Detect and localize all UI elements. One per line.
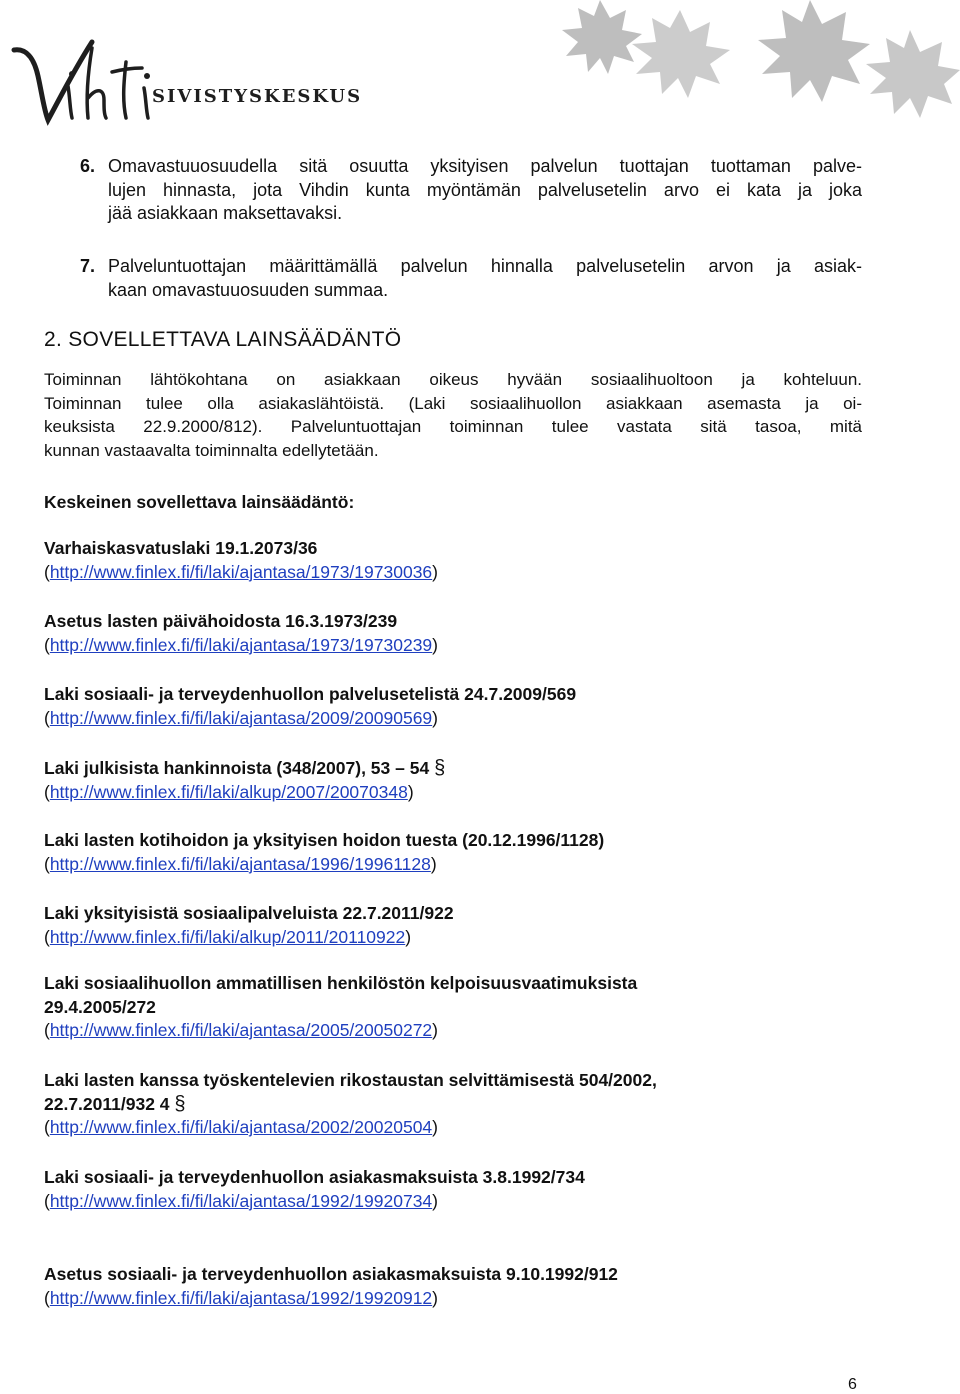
law-title-text: Asetus sosiaali- ja terveydenhuollon asiakasmaksuista 9.10.1992/912 <box>44 1264 618 1284</box>
law-title <box>44 1093 186 1117</box>
link-paren-open: ( <box>44 707 50 728</box>
section-paragraph <box>44 368 862 462</box>
law-title <box>44 972 637 996</box>
law-link[interactable]: http://www.finlex.fi/fi/laki/ajantasa/1992/19920734 <box>49 1190 433 1211</box>
text-line: keuksista 22.9.2000/812). Palveluntuottajan toiminnan tulee vastata sitä tasoa, mitä <box>44 417 862 436</box>
law-title <box>44 1069 657 1093</box>
link-paren-close: ) <box>432 707 438 728</box>
page-number: 6 <box>848 1376 857 1393</box>
law-title-text: Varhaiskasvatuslaki 19.1.2073/36 <box>44 538 318 558</box>
law-link-line <box>44 561 438 585</box>
link-paren-close: ) <box>432 561 438 582</box>
law-link-line <box>44 1190 438 1214</box>
link-paren-close: ) <box>432 1190 438 1211</box>
link-paren-close: ) <box>405 926 412 947</box>
link-paren-open: ( <box>44 1190 50 1211</box>
law-title-text: 29.4.2005/272 <box>44 996 156 1017</box>
link-paren-close: ) <box>432 1020 438 1040</box>
law-title <box>44 1263 618 1287</box>
law-title-text: Laki julkisista hankinnoista (348/2007), 53 – 54 <box>44 758 430 778</box>
link-paren-open: ( <box>44 926 50 947</box>
law-title-text: Laki sosiaalihuollon ammatillisen henkilöstön kelpoisuusvaatimuksista <box>44 973 638 993</box>
text-line: lujen hinnasta, jota Vihdin kunta myöntämän palvelusetelin arvo ei kata ja joka <box>108 179 862 200</box>
section-sign: § <box>434 757 446 779</box>
link-paren-close: ) <box>432 1287 438 1308</box>
link-paren-open: ( <box>44 1020 50 1040</box>
list-item-text <box>108 155 862 226</box>
text-line: kunnan vastaavalta toiminnalta edellytetään. <box>44 440 379 460</box>
law-link[interactable]: http://www.finlex.fi/fi/laki/ajantasa/2005/20050272 <box>49 1020 433 1040</box>
law-title-text: Laki sosiaali- ja terveydenhuollon asiakasmaksuista 3.8.1992/734 <box>44 1167 585 1187</box>
text-line: jää asiakkaan maksettavaksi. <box>108 203 343 223</box>
law-link[interactable]: http://www.finlex.fi/fi/laki/ajantasa/1973/19730036 <box>49 561 433 582</box>
law-link[interactable]: http://www.finlex.fi/fi/laki/ajantasa/1996/19961128 <box>49 853 431 874</box>
law-title <box>44 829 604 853</box>
law-link[interactable]: http://www.finlex.fi/fi/laki/ajantasa/2009/20090569 <box>49 707 433 728</box>
link-paren-open: ( <box>44 1287 50 1308</box>
text-line: Toiminnan lähtökohtana on asiakkaan oikeus hyvään sosiaalihuoltoon ja kohteluun. <box>44 370 862 389</box>
text-line: Omavastuuosuudella sitä osuutta yksityisen palvelun tuottajan tuottaman palve- <box>108 156 862 176</box>
law-link[interactable]: http://www.finlex.fi/fi/laki/alkup/2011/20110922 <box>49 926 406 947</box>
law-title-text: Laki yksityisistä sosiaalipalveluista 22.7.2011/922 <box>44 903 454 923</box>
law-title <box>44 683 576 707</box>
link-paren-open: ( <box>44 634 50 655</box>
logo-text: SIVISTYSKESKUS <box>152 86 363 107</box>
text-line: Palveluntuottajan määrittämällä palvelun hinnalla palvelusetelin arvon ja asiak- <box>108 256 862 276</box>
link-paren-open: ( <box>44 561 50 582</box>
text-line: kaan omavastuuosuuden summaa. <box>108 279 389 300</box>
law-link-line <box>44 1019 438 1043</box>
text-line: Toiminnan tulee olla asiakaslähtöistä. (Laki sosiaalihuollon asiakkaan asemasta ja oi- <box>44 393 862 413</box>
link-paren-close: ) <box>430 853 437 874</box>
law-link[interactable]: http://www.finlex.fi/fi/laki/ajantasa/2002/20020504 <box>49 1117 433 1137</box>
section-sign: § <box>174 1092 186 1115</box>
law-link-line <box>44 926 411 950</box>
law-link-line <box>44 781 414 805</box>
law-title-text: Laki lasten kotihoidon ja yksityisen hoidon tuesta (20.12.1996/1128) <box>44 830 605 850</box>
link-paren-close: ) <box>432 634 438 655</box>
law-title-text: Asetus lasten päivähoidosta 16.3.1973/239 <box>44 611 398 631</box>
list-item-text <box>108 255 862 302</box>
law-title-text: Laki sosiaali- ja terveydenhuollon palvelusetelistä 24.7.2009/569 <box>44 684 577 704</box>
law-link[interactable]: http://www.finlex.fi/fi/laki/ajantasa/1973/19730239 <box>49 634 433 655</box>
list-item-number: 7. <box>80 256 96 276</box>
law-title <box>44 610 397 634</box>
law-link-line <box>44 853 437 877</box>
law-title <box>44 996 156 1020</box>
list-item-number: 6. <box>80 156 96 176</box>
law-link[interactable]: http://www.finlex.fi/fi/laki/ajantasa/1992/19920912 <box>49 1287 433 1308</box>
link-paren-open: ( <box>44 1117 50 1137</box>
link-paren-close: ) <box>432 1117 438 1137</box>
list-item <box>80 155 862 226</box>
law-link-line <box>44 634 438 658</box>
section-subheading: Keskeinen sovellettava lainsäädäntö: <box>44 492 355 512</box>
section-heading: 2. SOVELLETTAVA LAINSÄÄDÄNTÖ <box>44 328 402 351</box>
law-title-text: Laki lasten kanssa työskentelevien rikostaustan selvittämisestä 504/2002, <box>44 1070 657 1090</box>
law-link-line <box>44 1116 438 1140</box>
law-title <box>44 902 454 926</box>
link-paren-open: ( <box>44 781 50 802</box>
law-title <box>44 757 445 781</box>
law-title <box>44 537 317 561</box>
law-link-line <box>44 1287 438 1311</box>
law-link[interactable]: http://www.finlex.fi/fi/laki/alkup/2007/20070348 <box>49 781 408 802</box>
law-title-text: 22.7.2011/932 4 <box>44 1093 170 1114</box>
link-paren-close: ) <box>407 781 414 802</box>
list-item <box>80 255 862 302</box>
law-link-line <box>44 707 438 731</box>
law-title <box>44 1166 585 1190</box>
link-paren-open: ( <box>44 853 50 874</box>
